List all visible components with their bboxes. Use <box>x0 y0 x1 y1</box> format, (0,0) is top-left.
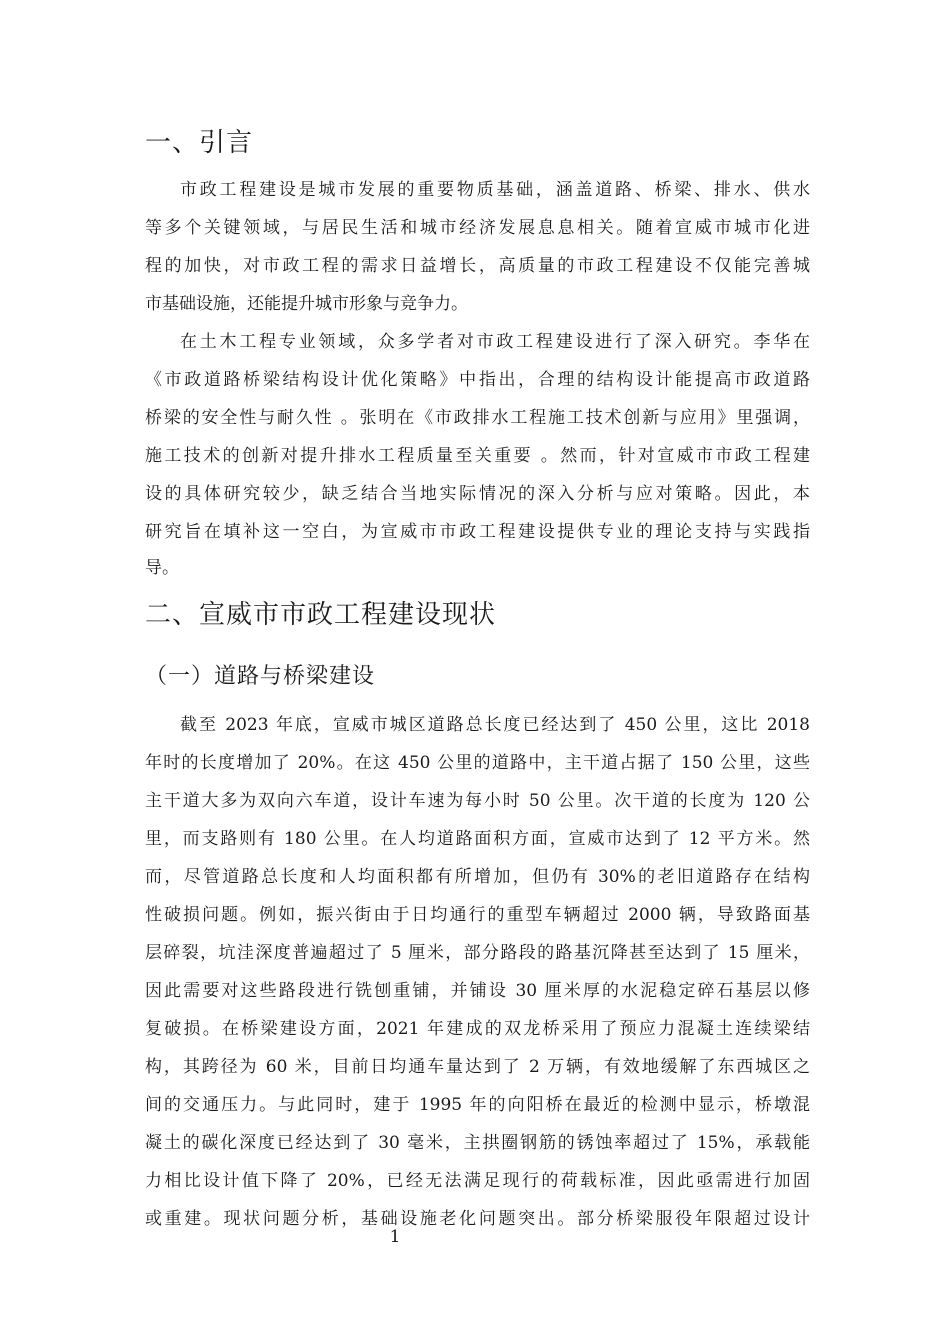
section-heading-status: 二、宣威市市政工程建设现状 <box>145 600 497 630</box>
paragraph-line: 构，其跨径为 60 米，目前日均通车量达到了 2 万辆，有效地缓解了东西城区之 <box>145 1057 810 1077</box>
subsection-heading-roads-bridges: （一）道路与桥梁建设 <box>145 664 376 689</box>
paragraph-line: 凝土的碳化深度已经达到了 30 毫米，主拱圈钢筋的锈蚀率超过了 15%，承载能 <box>145 1133 810 1153</box>
paragraph-line: 等多个关键领域，与居民生活和城市经济发展息息相关。随着宣威市城市化进 <box>145 218 810 238</box>
paragraph-line: 桥梁的安全性与耐久性 。张明在《市政排水工程施工技术创新与应用》里强调， <box>145 408 810 428</box>
paragraph-line: 导。 <box>145 558 179 578</box>
paragraph-line: 间的交通压力。与此同时，建于 1995 年的向阳桥在最近的检测中显示，桥墩混 <box>145 1095 810 1115</box>
paragraph-line: 层碎裂，坑洼深度普遍超过了 5 厘米，部分路段的路基沉降甚至达到了 15 厘米， <box>145 943 810 963</box>
paragraph-line: 里，而支路则有 180 公里。在人均道路面积方面，宣威市达到了 12 平方米。然 <box>145 829 810 849</box>
paragraph-line: 程的加快，对市政工程的需求日益增长，高质量的市政工程建设不仅能完善城 <box>145 256 810 276</box>
paragraph-line: 截至 2023 年底，宣威市城区道路总长度已经达到了 450 公里，这比 2018 <box>180 715 810 735</box>
paragraph-line: 主干道大多为双向六车道，设计车速为每小时 50 公里。次干道的长度为 120 公 <box>145 791 810 811</box>
paragraph-line: 或重建。现状问题分析，基础设施老化问题突出。部分桥梁服役年限超过设计 <box>145 1209 810 1229</box>
paragraph-line: 而，尽管道路总长度和人均面积都有所增加，但仍有 30%的老旧道路存在结构 <box>145 867 810 887</box>
paragraph-line: 施工技术的创新对提升排水工程质量至关重要 。然而，针对宣威市市政工程建 <box>145 446 810 466</box>
paragraph-line: 力相比设计值下降了 20%，已经无法满足现行的荷载标准，因此亟需进行加固 <box>145 1171 810 1191</box>
paragraph-line: 市基础设施，还能提升城市形象与竞争力。 <box>145 294 468 314</box>
paragraph-line: 复破损。在桥梁建设方面，2021 年建成的双龙桥采用了预应力混凝土连续梁结 <box>145 1019 810 1039</box>
section-heading-introduction: 一、引言 <box>145 128 254 158</box>
paragraph-line: 性破损问题。例如，振兴街由于日均通行的重型车辆超过 2000 辆，导致路面基 <box>145 905 810 925</box>
page-number: 1 <box>389 1227 401 1247</box>
paragraph-line: 年时的长度增加了 20%。在这 450 公里的道路中，主干道占据了 150 公里，这些 <box>145 753 810 773</box>
paragraph-line: 研究旨在填补这一空白，为宣威市市政工程建设提供专业的理论支持与实践指 <box>145 522 810 542</box>
paragraph-line: 市政工程建设是城市发展的重要物质基础，涵盖道路、桥梁、排水、供水 <box>180 180 810 200</box>
paragraph-line: 在土木工程专业领域，众多学者对市政工程建设进行了深入研究。李华在 <box>180 332 810 352</box>
paragraph-line: 设的具体研究较少，缺乏结合当地实际情况的深入分析与应对策略。因此，本 <box>145 484 810 504</box>
paragraph-line: 因此需要对这些路段进行铣刨重铺，并铺设 30 厘米厚的水泥稳定碎石基层以修 <box>145 981 810 1001</box>
paragraph-line: 《市政道路桥梁结构设计优化策略》中指出，合理的结构设计能提高市政道路 <box>145 370 810 390</box>
